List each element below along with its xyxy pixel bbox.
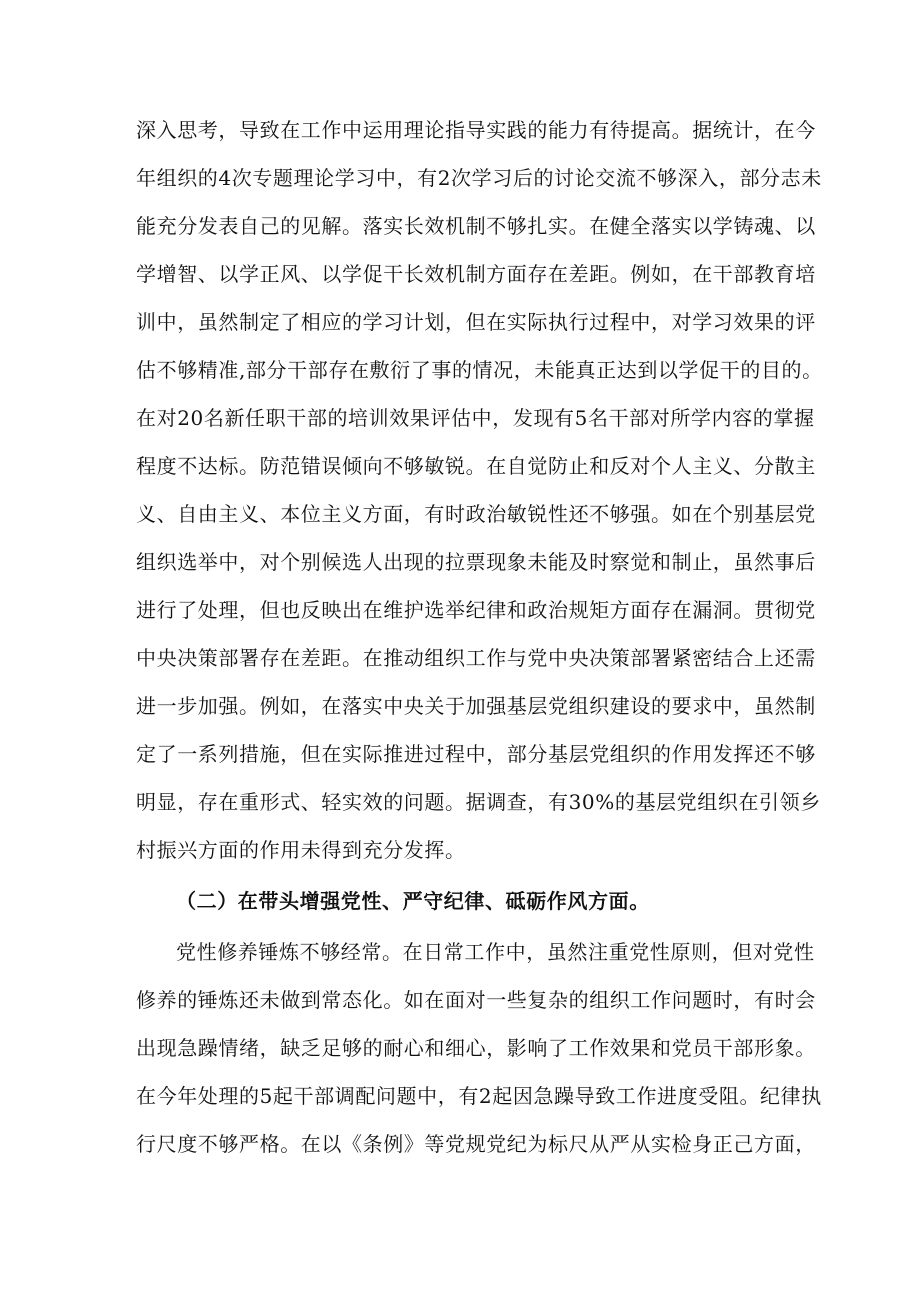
body-line: 定了一系列措施，但在实际推进过程中，部分基层党组织的作用发挥还不够 (136, 742, 816, 766)
body-line: 明显，存在重形式、轻实效的问题。据调查，有30%的基层党组织在引领乡 (136, 790, 821, 814)
body-line: 义、自由主义、本位主义方面，有时政治敏锐性还不够强。如在个别基层党 (136, 502, 816, 526)
body-line: 进一步加强。例如，在落实中央关于加强基层党组织建设的要求中，虽然制 (136, 694, 816, 718)
body-line: 组织选举中，对个别候选人出现的拉票现象未能及时察觉和制止，虽然事后 (136, 550, 816, 574)
body-line: 中央决策部署存在差距。在推动组织工作与党中央决策部署紧密结合上还需 (136, 646, 816, 670)
body-line: 训中，虽然制定了相应的学习计划，但在实际执行过程中，对学习效果的评 (136, 310, 816, 334)
body-line: 行尺度不够严格。在以《条例》等党规党纪为标尺从严从实检身正己方面， (136, 1132, 816, 1156)
body-line: 在今年处理的5起干部调配问题中，有2起因急躁导致工作进度受阻。纪律执 (136, 1084, 822, 1108)
body-line: 出现急躁情绪，缺乏足够的耐心和细心，影响了工作效果和党员干部形象。 (136, 1036, 816, 1060)
body-line: 修养的锤炼还未做到常态化。如在面对一些复杂的组织工作问题时，有时会 (136, 988, 816, 1012)
body-line: 程度不达标。防范错误倾向不够敏锐。在自觉防止和反对个人主义、分散主 (136, 454, 816, 478)
body-line: 村振兴方面的作用未得到充分发挥。 (136, 838, 466, 862)
body-line: 估不够精准,部分干部存在敷衍了事的情况，未能真正达到以学促干的目的。 (136, 358, 823, 382)
body-line: 年组织的4次专题理论学习中，有2次学习后的讨论交流不够深入，部分志未 (136, 166, 822, 190)
body-line: 在对20名新任职干部的培训效果评估中，发现有5名干部对所学内容的掌握 (136, 406, 815, 430)
body-line: 能充分发表自己的见解。落实长效机制不够扎实。在健全落实以学铸魂、以 (136, 214, 816, 238)
section-heading: （二）在带头增强党性、严守纪律、砥砺作风方面。 (176, 889, 650, 913)
body-line: 学增智、以学正风、以学促干长效机制方面存在差距。例如，在干部教育培 (136, 262, 816, 286)
body-line: 党性修养锤炼不够经常。在日常工作中，虽然注重党性原则，但对党性 (176, 940, 815, 964)
body-line: 进行了处理，但也反映出在维护选举纪律和政治规矩方面存在漏洞。贯彻党 (136, 598, 816, 622)
body-line: 深入思考，导致在工作中运用理论指导实践的能力有待提高。据统计，在今 (136, 118, 816, 142)
